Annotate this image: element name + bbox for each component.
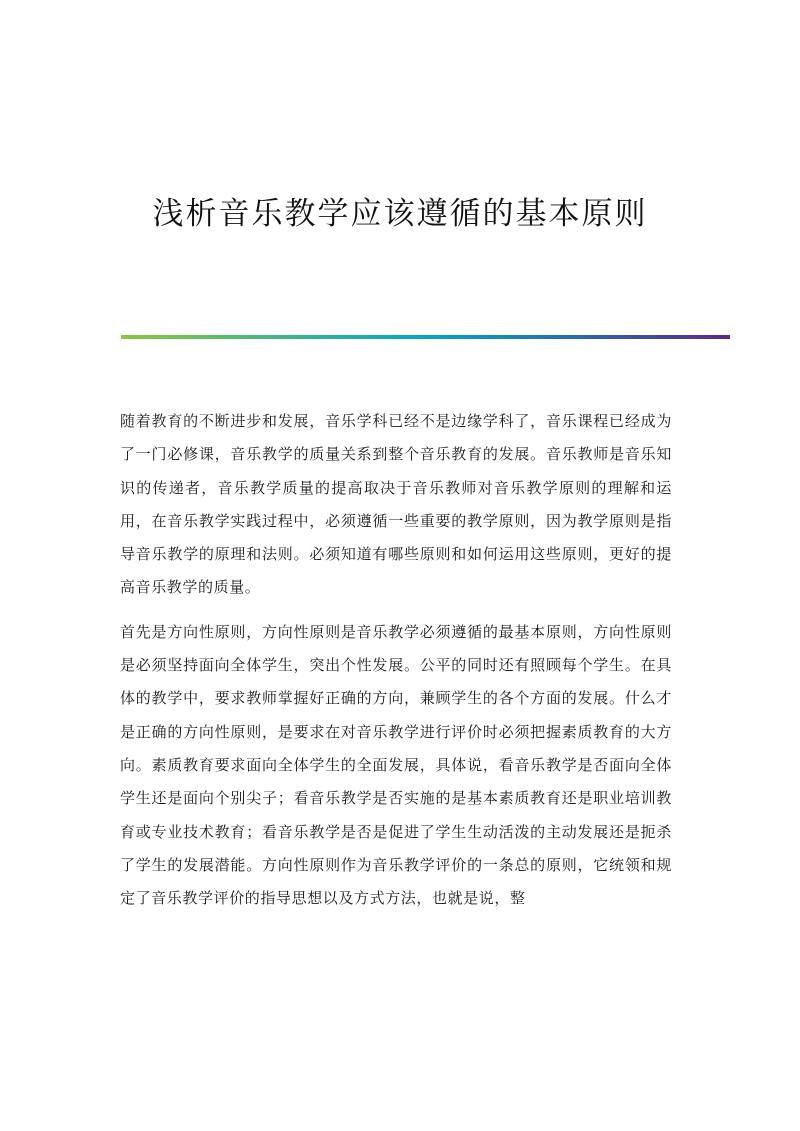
document-body — [120, 405, 672, 926]
paragraph-intro: 随着教育的不断进步和发展，音乐学科已经不是边缘学科了，音乐课程已经成为了一门必修课，音乐教学的质量关系到整个音乐教育的发展。音乐教师是音乐知识的传递者，音乐教学质量的提高取决于音乐教师对音乐教学原则的理解和运用，在音乐教学实践过程中，必须遵循一些重要的教学原则，因为教学原则是指导音乐教学的原理和法则。必须知道有哪些原则和如何运用这些原则，更好的提高音乐教学的质量。 — [120, 412, 672, 597]
document-title: 浅析音乐教学应该遵循的基本原则 — [152, 196, 648, 232]
title-divider-rule — [121, 335, 730, 339]
paragraph-direction-principle: 首先是方向性原则，方向性原则是音乐教学必须遵循的最基本原则，方向性原则是必须坚持面向全体学生，突出个性发展。公平的同时还有照顾每个学生。在具体的教学中，要求教师掌握好正确的方向，兼顾学生的各个方面的发展。什么才是正确的方向性原则，是要求在对音乐教学进行评价时必须把握素质教育的大方向。素质教育要求面向全体学生的全面发展，具体说，看音乐教学是否面向全体学生还是面向个别尖子；看音乐教学是否实施的是基本素质教育还是职业培训教育或专业技术教育；看音乐教学是否是促进了学生生动活泼的主动发展还是扼杀了学生的发展潜能。方向性原则作为音乐教学评价的一条总的原则，它统领和规定了音乐教学评价的指导思想以及方式方法，也就是说，整 — [120, 622, 672, 908]
